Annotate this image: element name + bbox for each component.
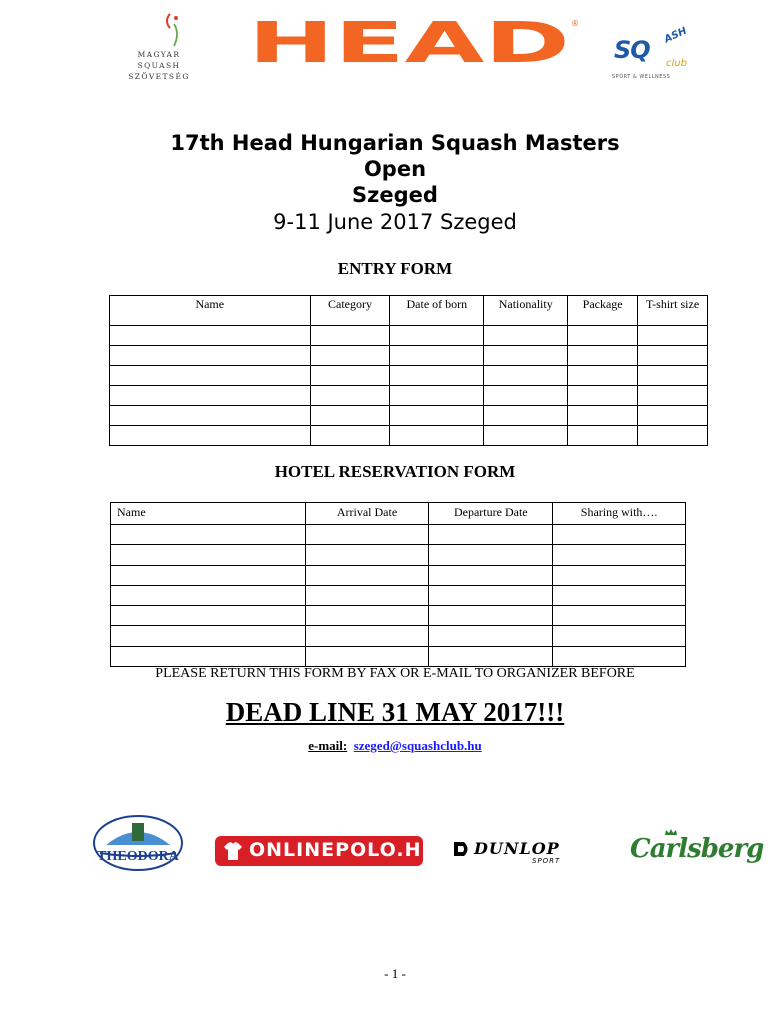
squash-logo-sub: SPORT & WELLNESS (612, 74, 671, 80)
hotel-form-cell[interactable] (429, 525, 553, 545)
hotel-form-cell[interactable] (305, 585, 429, 605)
entry-form-cell[interactable] (484, 326, 568, 346)
hotel-form-row (111, 565, 686, 585)
col-category: Category (310, 296, 390, 326)
page-number: - 1 - (384, 966, 406, 981)
hotel-form-cell[interactable] (111, 585, 306, 605)
dunlop-logo (452, 838, 597, 868)
hotel-form-row (111, 585, 686, 605)
event-title-open: Open (363, 157, 427, 181)
entry-form-cell[interactable] (110, 426, 311, 446)
entry-form-cell[interactable] (390, 346, 484, 366)
entry-form-cell[interactable] (390, 406, 484, 426)
msz-line-1: MAGYAR (137, 50, 181, 59)
deadline-notice: DEAD LINE 31 MAY 2017!!! (225, 697, 565, 727)
event-date: 9-11 June 2017 Szeged (273, 210, 517, 234)
entry-form-cell[interactable] (568, 386, 638, 406)
col-departure-date: Departure Date (429, 503, 553, 525)
entry-form-cell[interactable] (568, 406, 638, 426)
hotel-form-cell[interactable] (111, 646, 306, 666)
col-arrival-date: Arrival Date (305, 503, 429, 525)
msz-logo (118, 12, 200, 84)
entry-form-row (110, 326, 708, 346)
hotel-form-row (111, 606, 686, 626)
entry-form-cell[interactable] (390, 426, 484, 446)
email-link[interactable]: szeged@squashclub.hu (353, 738, 482, 753)
hotel-form-row (111, 646, 686, 666)
svg-text:HEAD: HEAD (248, 18, 570, 70)
entry-form-row (110, 426, 708, 446)
entry-form-cell[interactable] (568, 426, 638, 446)
entry-form-cell[interactable] (568, 326, 638, 346)
entry-form-cell[interactable] (484, 346, 568, 366)
squash-logo-club: club (666, 58, 687, 69)
hotel-form-cell[interactable] (429, 545, 553, 565)
entry-form-cell[interactable] (110, 386, 311, 406)
onlinepolo-word: ONLINEPOLO.HU (249, 839, 438, 861)
hotel-form-cell[interactable] (111, 626, 306, 646)
entry-form-cell[interactable] (484, 366, 568, 386)
dunlop-flying-d-icon (452, 840, 472, 858)
hotel-form-title: HOTEL RESERVATION FORM (274, 462, 516, 481)
entry-form-cell[interactable] (638, 406, 708, 426)
hotel-form-cell[interactable] (553, 606, 686, 626)
hotel-form-cell[interactable] (111, 545, 306, 565)
hotel-form-header-row (111, 503, 686, 525)
entry-form-cell[interactable] (638, 426, 708, 446)
return-instructions: PLEASE RETURN THIS FORM BY FAX OR E-MAIL TO ORGANIZER BEFORE (155, 666, 635, 681)
entry-form-cell[interactable] (110, 366, 311, 386)
entry-form-cell[interactable] (390, 386, 484, 406)
onlinepolo-logo (215, 836, 438, 866)
dunlop-sub: SPORT (532, 857, 561, 865)
event-title-city: Szeged (352, 183, 438, 207)
entry-form-cell[interactable] (638, 366, 708, 386)
entry-form-cell[interactable] (390, 326, 484, 346)
hotel-form-cell[interactable] (305, 646, 429, 666)
entry-form-cell[interactable] (310, 426, 390, 446)
entry-form-cell[interactable] (310, 346, 390, 366)
col-package: Package (568, 296, 638, 326)
head-logo (248, 18, 580, 70)
hotel-form-cell[interactable] (553, 626, 686, 646)
hotel-form-table (110, 502, 686, 667)
hotel-form-cell[interactable] (111, 565, 306, 585)
col-hotel-name: Name (111, 503, 306, 525)
squash-player-icon (160, 12, 188, 48)
entry-form-table (109, 295, 708, 446)
hotel-form-cell[interactable] (429, 626, 553, 646)
hotel-form-row (111, 626, 686, 646)
hotel-form-cell[interactable] (305, 565, 429, 585)
hotel-form-cell[interactable] (429, 606, 553, 626)
hotel-form-cell[interactable] (305, 545, 429, 565)
col-sharing-with: Sharing with…. (553, 503, 686, 525)
hotel-form-cell[interactable] (305, 626, 429, 646)
email-label: e-mail: (308, 738, 348, 753)
entry-form-cell[interactable] (390, 366, 484, 386)
entry-form-cell[interactable] (110, 326, 311, 346)
email-line (0, 738, 770, 754)
entry-form-cell[interactable] (484, 426, 568, 446)
entry-form-cell[interactable] (310, 326, 390, 346)
carlsberg-word: Carlsberg (630, 834, 764, 864)
hotel-form-cell[interactable] (553, 525, 686, 545)
col-name: Name (110, 296, 311, 326)
hotel-form-cell[interactable] (305, 525, 429, 545)
hotel-form-row (111, 525, 686, 545)
squash-club-logo (606, 24, 704, 86)
entry-form-cell[interactable] (310, 406, 390, 426)
hotel-form-cell[interactable] (429, 646, 553, 666)
svg-text:®: ® (571, 19, 579, 28)
col-tshirt-size: T-shirt size (638, 296, 708, 326)
theodora-logo (92, 815, 184, 871)
shirt-icon (223, 841, 243, 861)
hotel-form-cell[interactable] (305, 606, 429, 626)
entry-form-cell[interactable] (484, 386, 568, 406)
msz-line-3: SZÖVETSÉG (128, 72, 190, 81)
entry-form-title: ENTRY FORM (337, 259, 453, 278)
entry-form-cell[interactable] (638, 346, 708, 366)
event-title: 17th Head Hungarian Squash Masters (170, 131, 620, 155)
entry-form-row (110, 386, 708, 406)
hotel-form-cell[interactable] (429, 585, 553, 605)
theodora-word: THEODORA (97, 849, 179, 864)
entry-form-cell[interactable] (110, 346, 311, 366)
hotel-form-cell[interactable] (111, 606, 306, 626)
entry-form-cell[interactable] (310, 386, 390, 406)
msz-logo-text (118, 49, 200, 82)
entry-form-cell[interactable] (638, 386, 708, 406)
hotel-form-cell[interactable] (111, 525, 306, 545)
col-date-of-born: Date of born (390, 296, 484, 326)
entry-form-cell[interactable] (638, 326, 708, 346)
entry-form-header-row (110, 296, 708, 326)
entry-form-cell[interactable] (110, 406, 311, 426)
hotel-form-cell[interactable] (553, 585, 686, 605)
entry-form-cell[interactable] (568, 346, 638, 366)
hotel-form-cell[interactable] (553, 646, 686, 666)
squash-logo-ash: ASH (662, 25, 689, 46)
hotel-form-cell[interactable] (553, 545, 686, 565)
msz-line-2: SQUASH (137, 61, 181, 70)
entry-form-row (110, 366, 708, 386)
entry-form-row (110, 406, 708, 426)
entry-form-cell[interactable] (484, 406, 568, 426)
squash-logo-word: SQ (614, 36, 650, 64)
carlsberg-logo (628, 828, 764, 870)
col-nationality: Nationality (484, 296, 568, 326)
entry-form-cell[interactable] (310, 366, 390, 386)
entry-form-cell[interactable] (568, 366, 638, 386)
hotel-form-cell[interactable] (429, 565, 553, 585)
dunlop-word: DUNLOP (474, 839, 560, 858)
entry-form-row (110, 346, 708, 366)
hotel-form-row (111, 545, 686, 565)
hotel-form-cell[interactable] (553, 565, 686, 585)
